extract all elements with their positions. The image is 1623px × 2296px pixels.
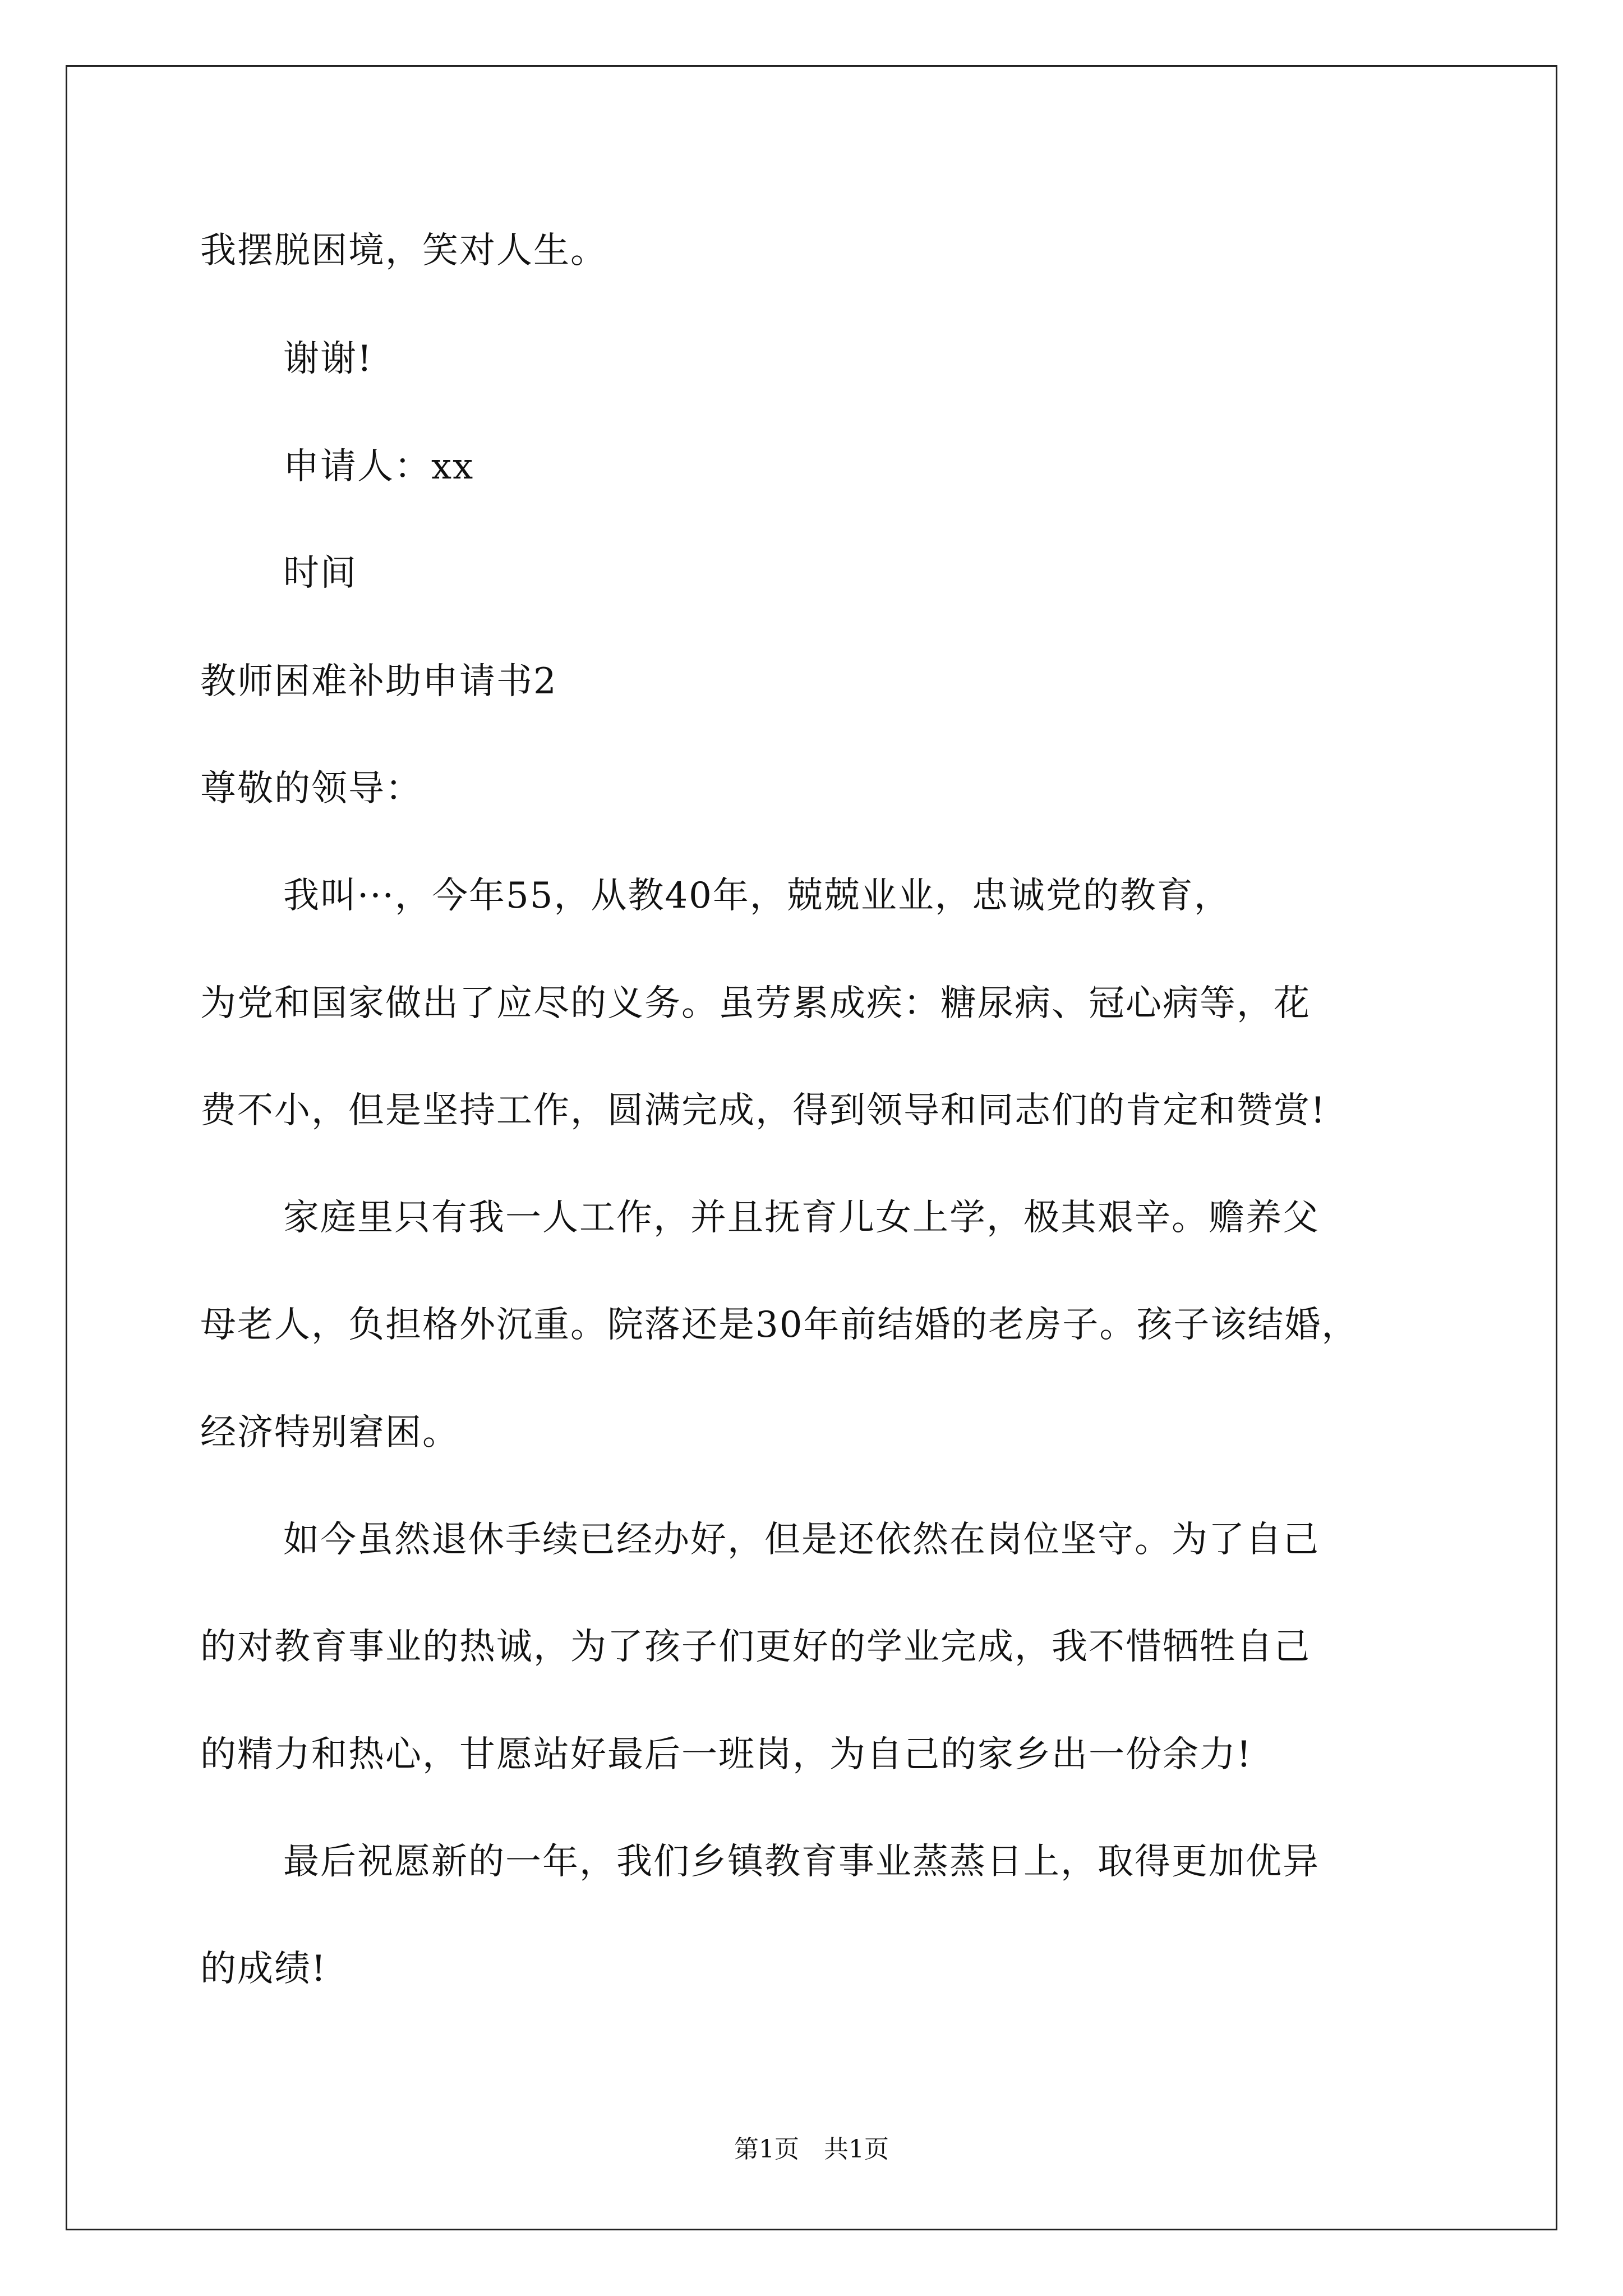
text-line: 的精力和热心，甘愿站好最后一班岗，为自己的家乡出一份余力! [200,1734,1252,1775]
text-line: 的对教育事业的热诚，为了孩子们更好的学业完成，我不惜牺牲自己 [200,1626,1311,1668]
section-heading: 教师困难补助申请书2 [200,661,557,702]
text-line: 为党和国家做出了应尽的义务。虽劳累成疾：糖尿病、冠心病等，花 [200,983,1311,1024]
text-line: 最后祝愿新的一年，我们乡镇教育事业蒸蒸日上，取得更加优异 [283,1841,1320,1883]
page-border [66,65,1557,2230]
text-line: 经济特别窘困。 [200,1412,459,1453]
salutation: 尊敬的领导： [200,768,422,809]
text-line: 我摆脱困境，笑对人生。 [200,230,607,272]
text-line: 费不小，但是坚持工作，圆满完成，得到领导和同志们的肯定和赞赏! [200,1090,1326,1131]
text-line: 的成绩! [200,1948,327,1990]
text-line: 时间 [283,553,357,594]
text-line: 母老人，负担格外沉重。院落还是30年前结婚的老房子。孩子该结婚， [200,1304,1359,1346]
text-line: 谢谢! [283,338,373,380]
text-line: 家庭里只有我一人工作，并且抚育儿女上学，极其艰辛。赡养父 [283,1197,1320,1239]
text-line: 如今虽然退休手续已经办好，但是还依然在岗位坚守。为了自己 [283,1519,1320,1561]
text-line: 申请人：xx [283,446,474,487]
text-line: 我叫···，今年55，从教40年，兢兢业业，忠诚党的教育， [283,875,1231,917]
page-footer: 第1页 共1页 [734,2135,889,2164]
